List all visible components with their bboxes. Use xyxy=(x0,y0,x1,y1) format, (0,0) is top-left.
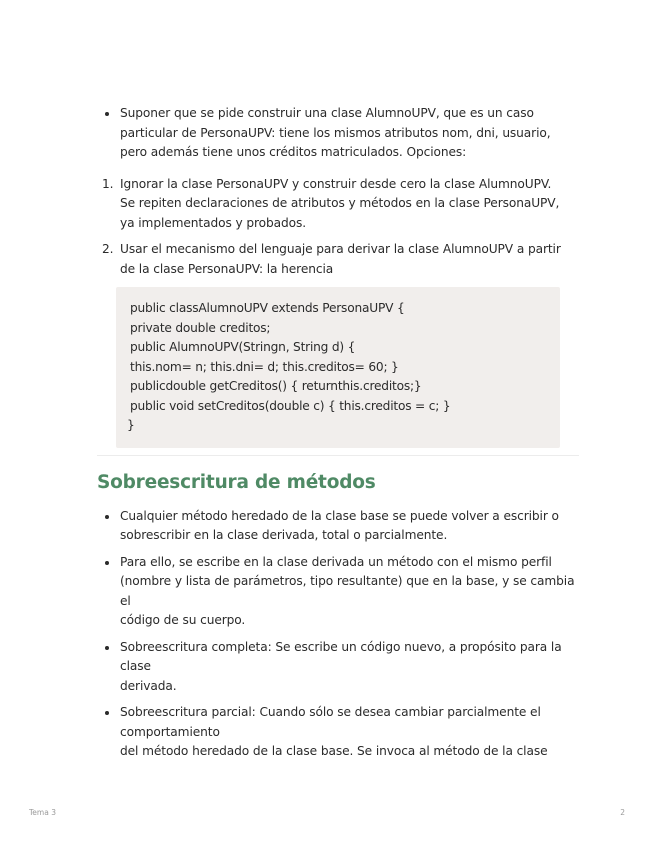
code-line: public AlumnoUPV(Stringn, String d) { xyxy=(130,340,356,354)
code-closing-brace: } xyxy=(127,418,135,432)
list-item: Suponer que se pide construir una clase AlumnoUPV, que es un caso particular de PersonaUPV: tiene los mismos atributos nom, dni, usuario, pero además tiene unos créditos matriculados. Opciones: xyxy=(97,104,579,163)
option-item-2 xyxy=(97,240,579,279)
intro-bullet-list xyxy=(97,104,579,163)
code-line: public classAlumnoUPV extends PersonaUPV { xyxy=(130,301,405,315)
option-item-1 xyxy=(97,175,579,234)
option-text: Ignorar la clase PersonaUPV y construir desde cero la clase AlumnoUPV. Se repiten declaraciones de atributos y métodos en la clase PersonaUPV, ya implementados y probados. xyxy=(120,176,560,230)
list-item: Sobreescritura parcial: Cuando sólo se desea cambiar parcialmente el comportamiento del método heredado de la clase base. Se invoca al método de la clase xyxy=(97,703,579,762)
code-line: public void setCreditos(double c) { this.creditos = c; } xyxy=(130,398,451,413)
footer-section-label: Tema 3 xyxy=(29,808,56,817)
section-title: Sobreescritura de métodos xyxy=(97,471,376,493)
code-line: this.nom= n; this.dni= d; this.creditos= 60; } xyxy=(130,359,399,374)
list-item: Cualquier método heredado de la clase base se puede volver a escribir o sobrescribir en la clase derivada, total o parcialmente. xyxy=(97,507,579,546)
list-item: Sobreescritura completa: Se escribe un código nuevo, a propósito para la clase derivada. xyxy=(97,638,579,697)
code-line: private double creditos; xyxy=(130,320,271,335)
code-block xyxy=(116,287,560,448)
option-number: 1. xyxy=(102,176,114,191)
option-number: 2. xyxy=(102,242,114,256)
page-number: 2 xyxy=(620,808,625,817)
code-line: publicdouble getCreditos() { returnthis.creditos;} xyxy=(130,379,422,393)
options-list xyxy=(97,175,579,280)
section-bullet-list xyxy=(97,507,579,762)
section-divider xyxy=(97,455,579,456)
list-item: Para ello, se escribe en la clase derivada un método con el mismo perfil (nombre y lista de parámetros, tipo resultante) que en la base, y se cambia el código de su cuerpo. xyxy=(97,553,579,631)
page-content xyxy=(97,104,579,769)
option-text: Usar el mecanismo del lenguaje para derivar la clase AlumnoUPV a partir de la clase PersonaUPV: la herencia xyxy=(120,242,561,276)
